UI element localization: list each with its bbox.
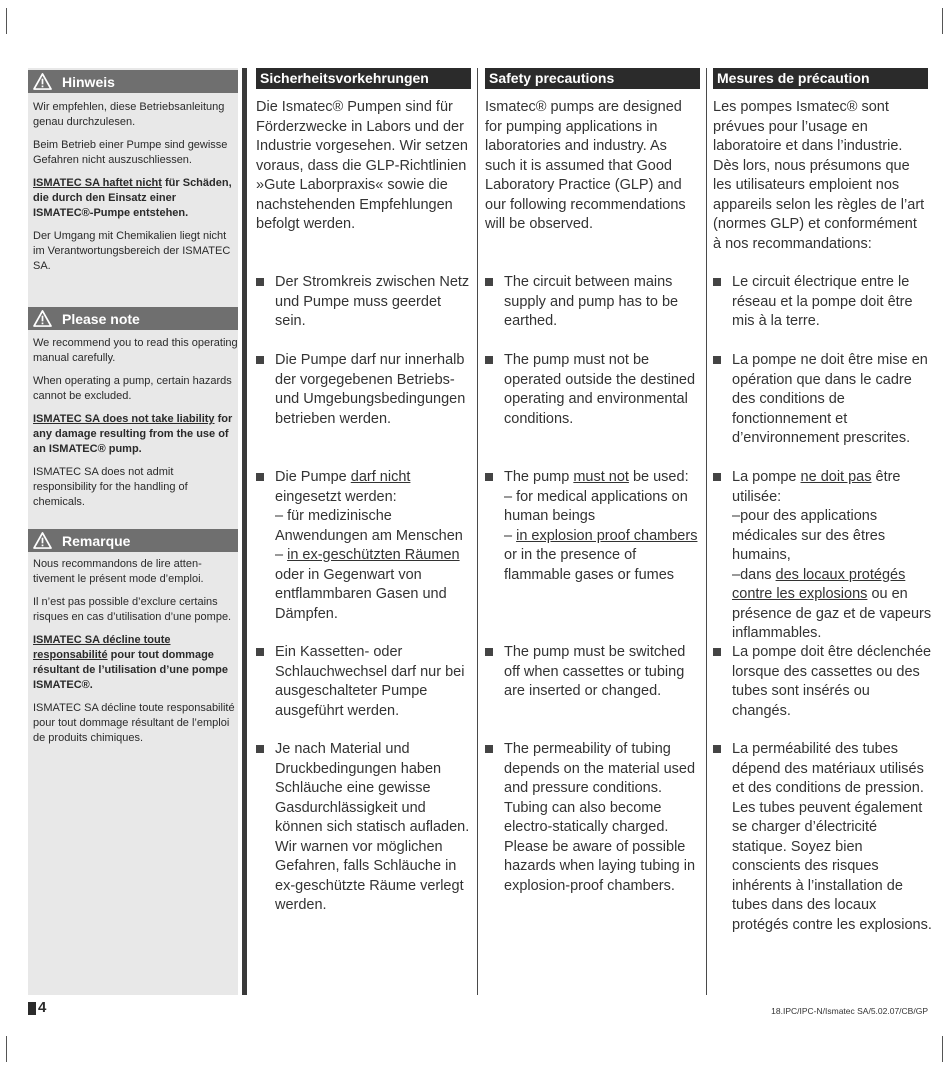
note-body-fr (33, 557, 238, 754)
document-code: 18.IPC/IPC-N/Ismatec SA/5.02.07/CB/GP (771, 1006, 928, 1016)
column-de (256, 68, 471, 913)
bullet-subitem: –pour des applications médicales sur des êtres humains, (732, 508, 886, 563)
column-intro: Die Ismatec® Pumpen sind für Förderzwecke in Labors und der Industrie vorgesehen. Wir setzen voraus, dass die GLP-Richtlinien »Gute Laborpraxis« sowie die nachstehenden Empfehlungen befolgt werden. (256, 99, 468, 232)
square-bullet-icon (485, 745, 493, 753)
note-heading-en (28, 307, 238, 330)
crop-mark (942, 8, 943, 34)
note-liability-underlined: ISMATEC SA haftet nicht (33, 177, 162, 189)
bullet-subitem: – for medical applications on human beings (504, 488, 688, 524)
note-paragraph: Der Umgang mit Chemikalien liegt nicht im Verantwortungsbereich der ISMATEC SA. (33, 230, 231, 272)
square-bullet-icon (485, 473, 493, 481)
column-intro: Les pompes Ismatec® sont prévues pour l’usage en laboratoire et dans l’industrie. Dès lors, nous présumons que les utilisateurs emploient nos appareils selon les règles de l’art (normes GLP) et conformément à nos recommandations: (713, 99, 925, 252)
note-paragraph: Nous recommandons de lire atten-tivement le présent mode d’emploi. (33, 558, 204, 585)
note-paragraph: When operating a pump, certain hazards cannot be excluded. (33, 375, 232, 402)
page-number: 4 (38, 999, 47, 1016)
bullet-subitem-emphasis: in ex-geschützten Räumen (287, 547, 460, 563)
bullet-subitem-pre: – (275, 547, 288, 563)
note-title: Please note (62, 310, 140, 327)
column-divider (477, 68, 478, 995)
bullet-text: Je nach Material und Druckbedingungen haben Schläuche eine gewisse Gasdurchlässigkeit und können sich statisch aufladen. Wir warnen vor möglichen Gefahren, falls Schläuche in ex-geschützte Räume verlegt werden. (275, 741, 470, 913)
square-bullet-icon (256, 648, 264, 656)
notes-sidebar (28, 68, 238, 995)
column-heading: Sicherheitsvorkehrungen (256, 68, 471, 89)
square-bullet-icon (256, 278, 264, 286)
bullet-text: Ein Kassetten- oder Schlauchwechsel darf nur bei ausgeschalteter Pumpe ausgeführt werden. (275, 644, 465, 719)
warning-triangle-icon (33, 73, 52, 90)
bullet-text: Die Pumpe darf nur innerhalb der vorgegebenen Betriebs- und Umgebungsbedingungen betrieben werden. (275, 352, 466, 427)
column-en (485, 68, 700, 894)
sidebar-divider (242, 68, 247, 995)
bullet-text: Der Stromkreis zwischen Netz und Pumpe muss geerdet sein. (275, 274, 470, 329)
crop-mark (6, 8, 7, 34)
bullet-subitem-emphasis: in explosion proof chambers (516, 527, 698, 544)
note-liability-rest: for any damage resulting from the use of an ISMATEC® pump. (33, 413, 233, 455)
bullet-text-pre: La pompe (732, 469, 801, 485)
bullet-text-pre: Die Pumpe (275, 469, 351, 485)
bullet-subitem-post: oder in Gegenwart von entflammbaren Gasen und Dämpfen. (275, 566, 447, 622)
bullet-subitem: – für medizinische Anwendungen am Menschen (275, 508, 463, 544)
note-paragraph: Beim Betrieb einer Pumpe sind gewisse Gefahren nicht auszuschliessen. (33, 139, 228, 166)
bullet-text: The pump must be switched off when cassettes or tubing are inserted or changed. (504, 644, 686, 699)
crop-mark (6, 1036, 7, 1062)
note-liability-rest: für Schäden, die durch den Einsatz einer ISMATEC®-Pumpe entstehen. (33, 177, 232, 219)
note-liability (33, 176, 238, 221)
column-heading: Safety precautions (485, 68, 700, 89)
page-marker (28, 1002, 36, 1015)
bullet-subitem-pre: –dans (732, 566, 776, 583)
bullet-text: Le circuit électrique entre le réseau et la pompe doit être mis à la terre. (732, 274, 913, 329)
note-body-de (33, 100, 238, 282)
bullet-text (732, 468, 932, 644)
warning-triangle-icon (33, 310, 52, 327)
bullet-text (275, 468, 475, 624)
bullet-text: The circuit between mains supply and pump has to be earthed. (504, 274, 679, 329)
note-liability (33, 633, 238, 693)
bullet-subitem-pre: – (504, 527, 517, 544)
bullet-text: La pompe doit être déclenchée lorsque des cassettes ou des tubes sont insérés ou changés. (732, 644, 932, 719)
bullet-text (504, 468, 704, 585)
column-divider (706, 68, 707, 995)
warning-triangle-icon (33, 532, 52, 549)
square-bullet-icon (713, 745, 721, 753)
note-paragraph: We recommend you to read this operating manual carefully. (33, 337, 238, 364)
bullet-text-post: être utilisée: (732, 469, 901, 505)
bullet-text-post: eingesetzt werden: (275, 488, 397, 505)
bullet-text: The pump must not be operated outside the destined operating and environmental conditions. (504, 352, 696, 427)
square-bullet-icon (713, 473, 721, 481)
square-bullet-icon (256, 473, 264, 481)
note-paragraph: ISMATEC SA does not admit responsibility for the handling of chemicals. (33, 466, 188, 508)
column-intro: Ismatec® pumps are designed for pumping applications in laboratories and industry. As such it is assumed that Good Laboratory Practice (GLP) and our following recommendations will be observed. (485, 99, 686, 232)
note-heading-fr (28, 529, 238, 552)
bullet-subitem-post: or in the presence of flammable gases or fumes (504, 547, 675, 583)
bullet-subitem-emphasis: des locaux protégés contre les explosions (732, 566, 906, 602)
bullet-text: La perméabilité des tubes dépend des matériaux utilisés et des conditions de pression. Les tubes peuvent également se charger d’électricité statique. Soyez bien conscients des risques inhérents à l’installation de tubes dans des locaux protégés contre les explosions. (732, 741, 932, 933)
bullet-text: The permeability of tubing depends on the material used and pressure conditions. Tubing can also become electro-statically charged. Please be aware of possible hazards when laying tubing in explosion-proof chambers. (504, 741, 696, 894)
square-bullet-icon (256, 356, 264, 364)
square-bullet-icon (485, 278, 493, 286)
square-bullet-icon (485, 648, 493, 656)
bullet-text-emphasis: ne doit pas (800, 469, 872, 485)
square-bullet-icon (713, 278, 721, 286)
note-title: Remarque (62, 532, 131, 549)
square-bullet-icon (713, 648, 721, 656)
bullet-text-emphasis: darf nicht (350, 469, 411, 485)
note-liability-rest: pour tout dommage résultant de l’utilisation d’une pompe ISMATEC®. (33, 649, 228, 691)
column-fr (713, 68, 932, 933)
note-heading-de (28, 70, 238, 93)
note-liability-underlined: ISMATEC SA décline toute responsabilité (33, 634, 171, 661)
note-body-en (33, 336, 238, 518)
column-heading: Mesures de précaution (713, 68, 928, 89)
square-bullet-icon (485, 356, 493, 364)
note-paragraph: Il n’est pas possible d’exclure certains risques en cas d’utilisation d’une pompe. (33, 596, 232, 623)
note-liability-underlined: ISMATEC SA does not take liability (33, 413, 215, 425)
bullet-text: La pompe ne doit être mise en opération que dans le cadre des conditions de fonctionnement et d’environnement prescrites. (732, 352, 928, 446)
note-title: Hinweis (62, 73, 115, 90)
bullet-subitem-post: ou en présence de gaz et de vapeurs inflammables. (732, 586, 932, 641)
square-bullet-icon (713, 356, 721, 364)
bullet-text-pre: The pump (504, 469, 574, 485)
crop-mark (942, 1036, 943, 1062)
bullet-text-emphasis: must not (573, 469, 629, 485)
note-liability (33, 412, 238, 457)
note-paragraph: ISMATEC SA décline toute responsabilité pour tout dommage résultant de l’emploi de produits chimiques. (33, 702, 235, 744)
square-bullet-icon (256, 745, 264, 753)
bullet-text-post: be used: (628, 469, 689, 485)
note-paragraph: Wir empfehlen, diese Betriebsanleitung genau durchzulesen. (33, 101, 225, 128)
